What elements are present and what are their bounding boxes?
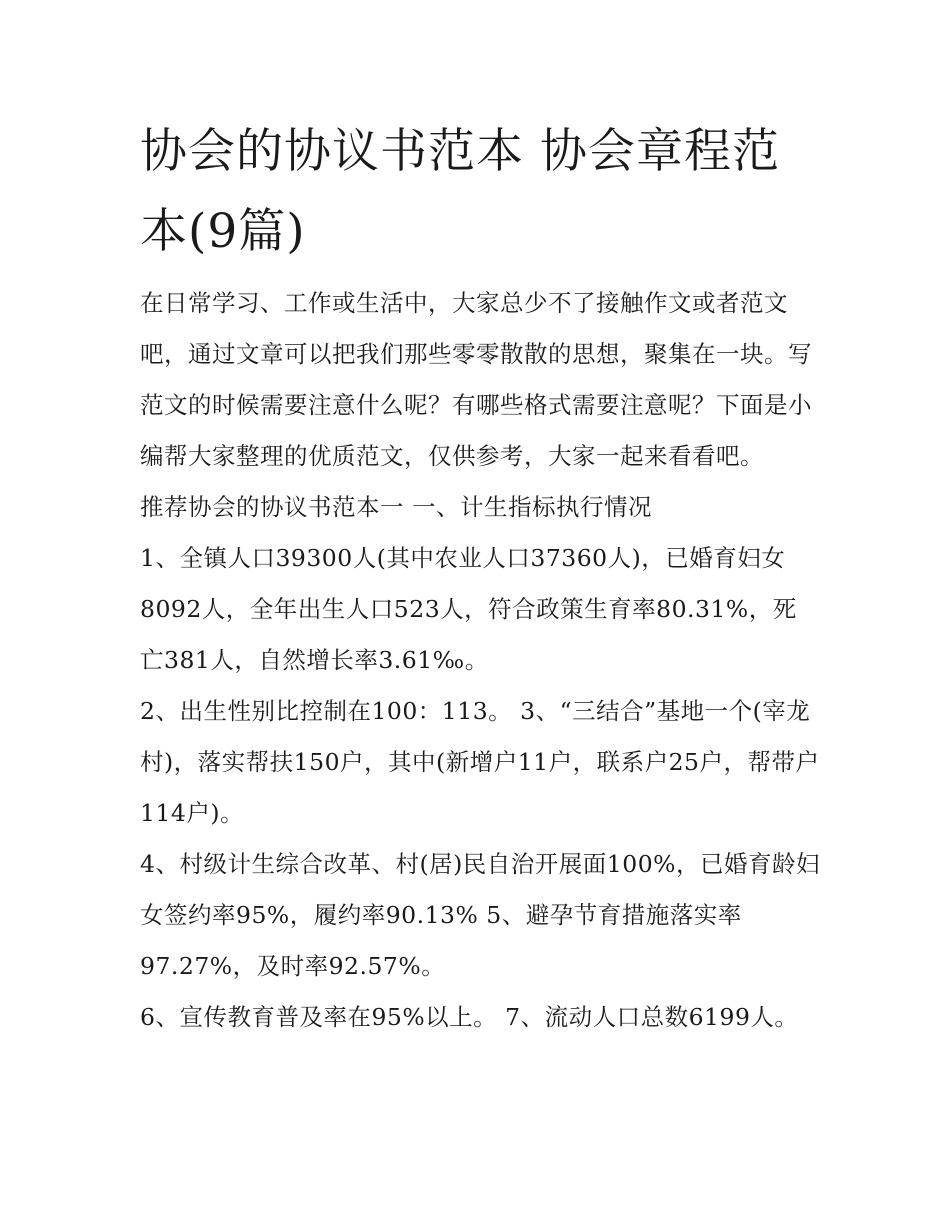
document-page <box>140 112 820 1043</box>
item-paragraph-6: 6、宣传教育普及率在95%以上。 7、流动人口总数6199人。 <box>140 1003 799 1031</box>
item-paragraph-4: 4、村级计生综合改革、村(居)民自治开展面100%，已婚育龄妇女签约率95%，履约率90.13% 5、避孕节育措施落实率97.27%，及时率92.57%。 <box>140 850 820 980</box>
document-title: 协会的协议书范本 协会章程范本(9篇) <box>140 124 780 259</box>
section-heading: 推荐协会的协议书范本一 一、计生指标执行情况 <box>140 493 652 521</box>
intro-paragraph: 在日常学习、工作或生活中，大家总少不了接触作文或者范文吧，通过文章可以把我们那些零零散散的思想，聚集在一块。写范文的时候需要注意什么呢？有哪些格式需要注意呢？下面是小编帮大家整理的优质范文，仅供参考，大家一起来看看吧。 <box>140 289 812 470</box>
item-paragraph-2: 2、出生性别比控制在100：113。 3、“三结合”基地一个(宰龙村)，落实帮扶150户，其中(新增户11户，联系户25户，帮带户114户)。 <box>140 697 820 827</box>
item-paragraph-1: 1、全镇人口39300人(其中农业人口37360人)，已婚育妇女8092人，全年出生人口523人，符合政策生育率80.31%，死亡381人，自然增长率3.61‰。 <box>140 544 797 674</box>
